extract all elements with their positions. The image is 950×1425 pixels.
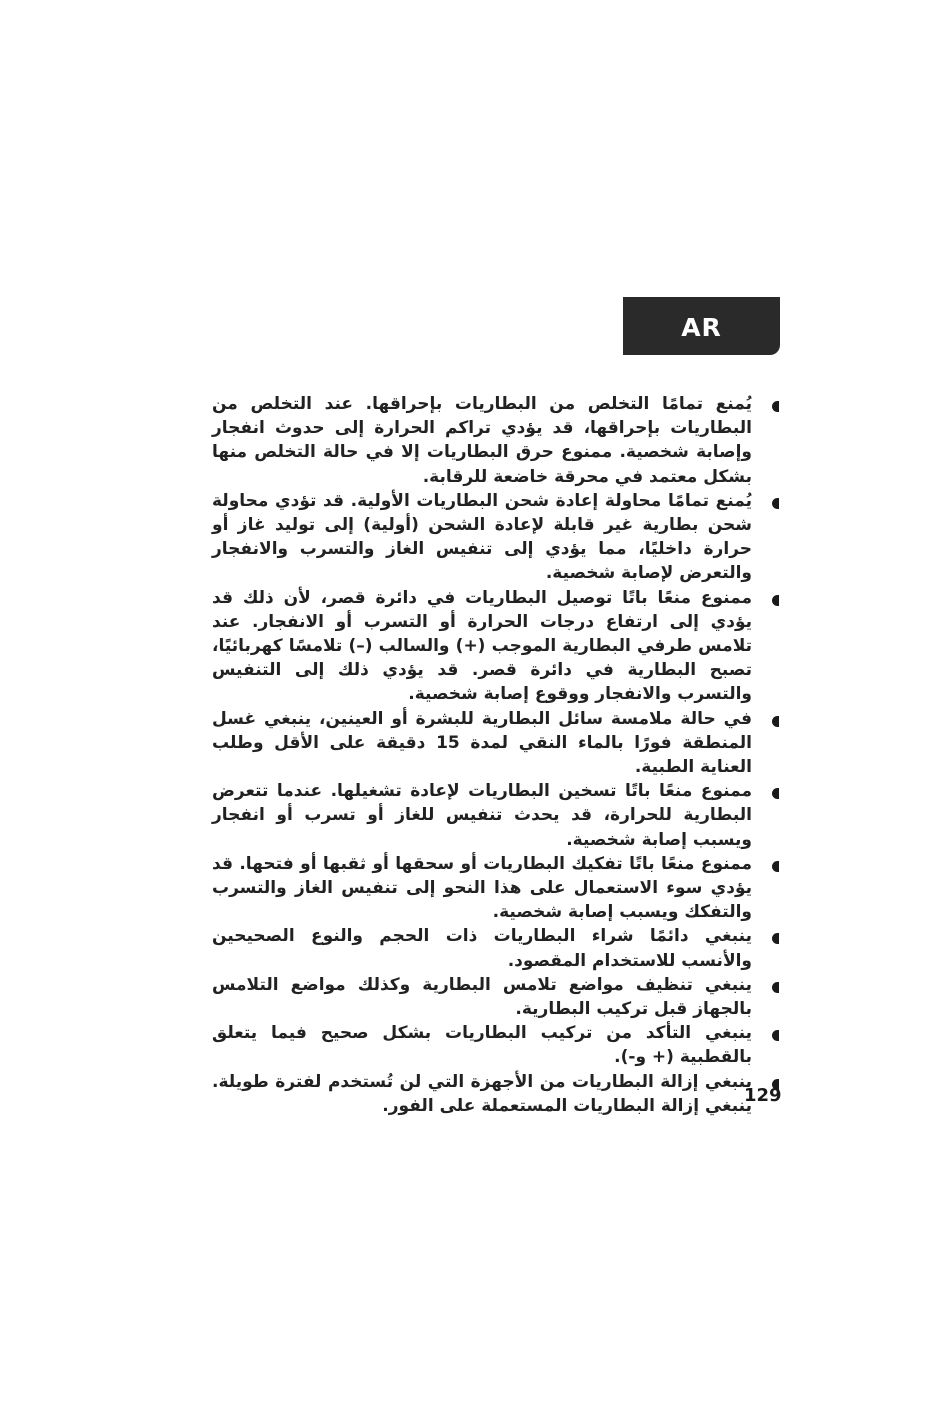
list-item [212, 924, 786, 972]
list-item [212, 1070, 786, 1118]
bullet-icon [772, 401, 779, 412]
bullet-list [212, 392, 786, 1118]
list-item [212, 489, 786, 586]
bullet-icon [772, 982, 779, 993]
list-item-text: ينبغي دائمًا شراء البطاريات ذات الحجم والنوع الصحيحين والأنسب للاستخدام المقصود. [212, 926, 752, 971]
list-item [212, 707, 786, 780]
page-number: 129 [744, 1085, 782, 1106]
battery-safety-list [212, 392, 786, 1118]
list-item [212, 779, 786, 852]
bullet-icon [772, 716, 779, 727]
bullet-icon [772, 498, 779, 509]
list-item-text: ممنوع منعًا باتًا تسخين البطاريات لإعادة تشغيلها. عندما تتعرض البطارية للحرارة، قد يحدث تنفيس للغاز أو تسرب أو انفجار ويسبب إصابة شخصية. [212, 781, 752, 850]
list-item [212, 586, 786, 707]
list-item-text: ينبغي تنظيف مواضع تلامس البطارية وكذلك مواضع التلامس بالجهاز قبل تركيب البطارية. [212, 974, 752, 1020]
list-item-text: في حالة ملامسة سائل البطارية للبشرة أو العينين، ينبغي غسل المنطقة فورًا بالماء النقي لمدة 15 دقيقة على الأقل وطلب العناية الطبية. [212, 708, 752, 778]
list-item [212, 1021, 786, 1069]
bullet-icon [772, 788, 779, 799]
bullet-icon [772, 595, 779, 606]
bullet-icon [772, 861, 779, 872]
list-item-text: يُمنع تمامًا التخلص من البطاريات بإحراقها. عند التخلص من البطاريات بإحراقها، قد يؤدي تراكم الحرارة إلى حدوث انفجار وإصابة شخصية. ممنوع حرق البطاريات إلا في حالة التخلص منها بشكل معتمد في محرقة خاضعة للرقابة. [212, 394, 752, 487]
list-item [212, 392, 786, 489]
list-item-text: ممنوع منعًا باتًا توصيل البطاريات في دائرة قصر، لأن ذلك قد يؤدي إلى ارتفاع درجات الحرارة أو التسرب أو الانفجار. عند تلامس طرفي البطارية الموجب (+) والسالب (–) تلامسًا كهربائيًا، تصبح البطارية في دائرة قصر. قد يؤدي ذلك إلى التنفيس والتسرب والانفجار ووقوع إصابة شخصية. [212, 587, 752, 705]
language-tab: AR [623, 297, 780, 355]
list-item [212, 973, 786, 1021]
list-item [212, 852, 786, 925]
bullet-icon [772, 933, 779, 944]
list-item-text: ينبغي التأكد من تركيب البطاريات بشكل صحيح فيما يتعلق بالقطبية (+ و-). [212, 1023, 752, 1068]
list-item-text: ممنوع منعًا باتًا تفكيك البطاريات أو سحقها أو ثقبها أو فتحها. قد يؤدي سوء الاستعمال على هذا النحو إلى تنفيس الغاز والتسرب والتفكك ويسبب إصابة شخصية. [212, 853, 752, 923]
list-item-text: ينبغي إزالة البطاريات من الأجهزة التي لن تُستخدم لفترة طويلة. ينبغي إزالة البطاريات المستعملة على الفور. [212, 1071, 752, 1116]
list-item-text: يُمنع تمامًا محاولة إعادة شحن البطاريات الأولية. قد تؤدي محاولة شحن بطارية غير قابلة لإعادة الشحن (أولية) إلى توليد غاز أو حرارة داخليًا، مما يؤدي إلى تنفيس الغاز والتسرب والانفجار والتعرض لإصابة شخصية. [212, 490, 752, 584]
bullet-icon [772, 1030, 779, 1041]
